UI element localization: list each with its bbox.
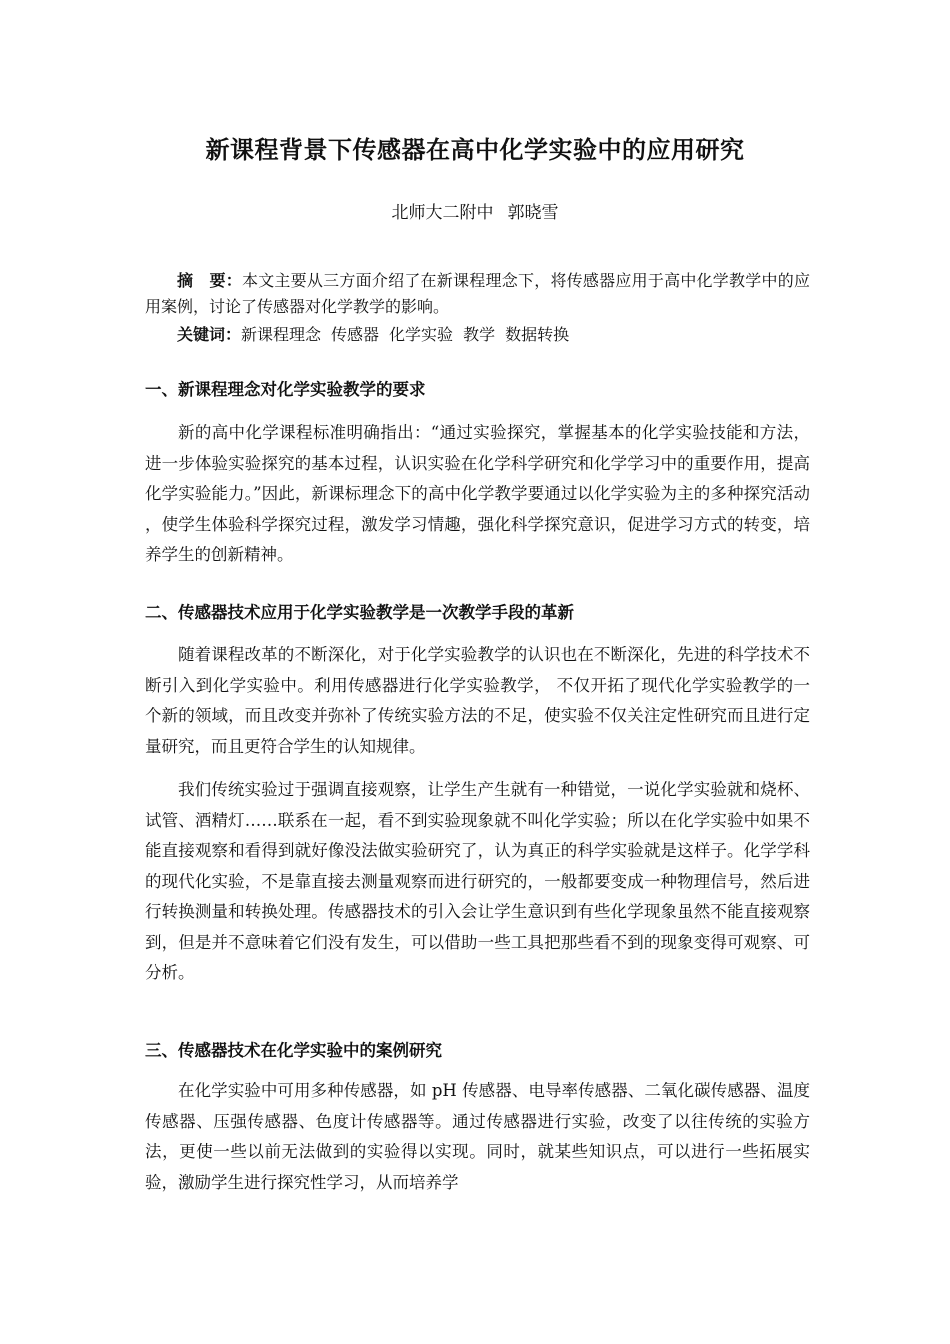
section-body bbox=[145, 418, 810, 571]
author-name: 郭晓雪 bbox=[507, 203, 559, 223]
section-heading: 三、传感器技术在化学实验中的案例研究 bbox=[145, 1041, 442, 1060]
keyword: 化学实验 bbox=[389, 325, 454, 344]
author-affiliation: 北师大二附中 bbox=[391, 203, 494, 223]
paragraph: 我们传统实验过于强调直接观察，让学生产生就有一种错觉，一说化学实验就和烧杯、试管、酒精灯……联系在一起，看不到实验现象就不叫化学实验；所以在化学实验中如果不能直接观察和看得到就好像没法做实验研究了，认为真正的科学实验就是这样子。化学学科的现代化实验，不是靠直接去测量观察而进行研究的，一般都要变成一种物理信号，然后进行转换测量和转换处理。传感器技术的引入会让学生意识到有些化学现象虽然不能直接观察到，但是并不意味着它们没有发生，可以借助一些工具把那些看不到的现象变得可观察、可分析。 bbox=[145, 780, 810, 982]
keywords-label: 关键词： bbox=[177, 325, 242, 344]
keyword: 教学 bbox=[463, 325, 496, 344]
section-heading: 一、新课程理念对化学实验教学的要求 bbox=[145, 380, 426, 399]
keyword: 新课程理念 bbox=[241, 325, 322, 344]
abstract-label: 摘 要： bbox=[177, 271, 242, 290]
section-heading: 二、传感器技术应用于化学实验教学是一次教学手段的革新 bbox=[145, 603, 574, 622]
author-line bbox=[0, 200, 950, 226]
section-body bbox=[145, 1076, 810, 1198]
paragraph: 在化学实验中可用多种传感器，如 pH 传感器、电导率传感器、二氧化碳传感器、温度传感器、压强传感器、色度计传感器等。通过传感器进行实验，改变了以往传统的实验方法，更使一些以前无法做到的实验得以实现。同时，就某些知识点，可以进行一些拓展实验，激励学生进行探究性学习，从而培养学 bbox=[145, 1081, 810, 1192]
paragraph: 随着课程改革的不断深化，对于化学实验教学的认识也在不断深化，先进的科学技术不断引入到化学实验中。利用传感器进行化学实验教学， 不仅开拓了现代化学实验教学的一个新的领域，而且改变并弥补了传统实验方法的不足，使实验不仅关注定性研究而且进行定量研究，而且更符合学生的认知规律。 bbox=[145, 645, 810, 756]
abstract-text: 本文主要从三方面介绍了在新课程理念下，将传感器应用于高中化学教学中的应用案例，讨论了传感器对化学教学的影响。 bbox=[145, 271, 810, 316]
keywords bbox=[145, 322, 810, 348]
abstract bbox=[145, 268, 810, 320]
keyword: 数据转换 bbox=[505, 325, 570, 344]
keyword: 传感器 bbox=[331, 325, 380, 344]
paragraph: 新的高中化学课程标准明确指出：“通过实验探究，掌握基本的化学实验技能和方法，进一步体验实验探究的基本过程，认识实验在化学科学研究和化学学习中的重要作用，提高化学实验能力。”因此，新课标理念下的高中化学教学要通过以化学实验为主的多种探究活动 ，使学生体验科学探究过程，激发学习情趣，强化科学探究意识，促进学习方式的转变，培养学生的创新精神。 bbox=[145, 423, 810, 564]
section-body bbox=[145, 640, 810, 989]
paper-title: 新课程背景下传感器在高中化学实验中的应用研究 bbox=[205, 136, 745, 164]
